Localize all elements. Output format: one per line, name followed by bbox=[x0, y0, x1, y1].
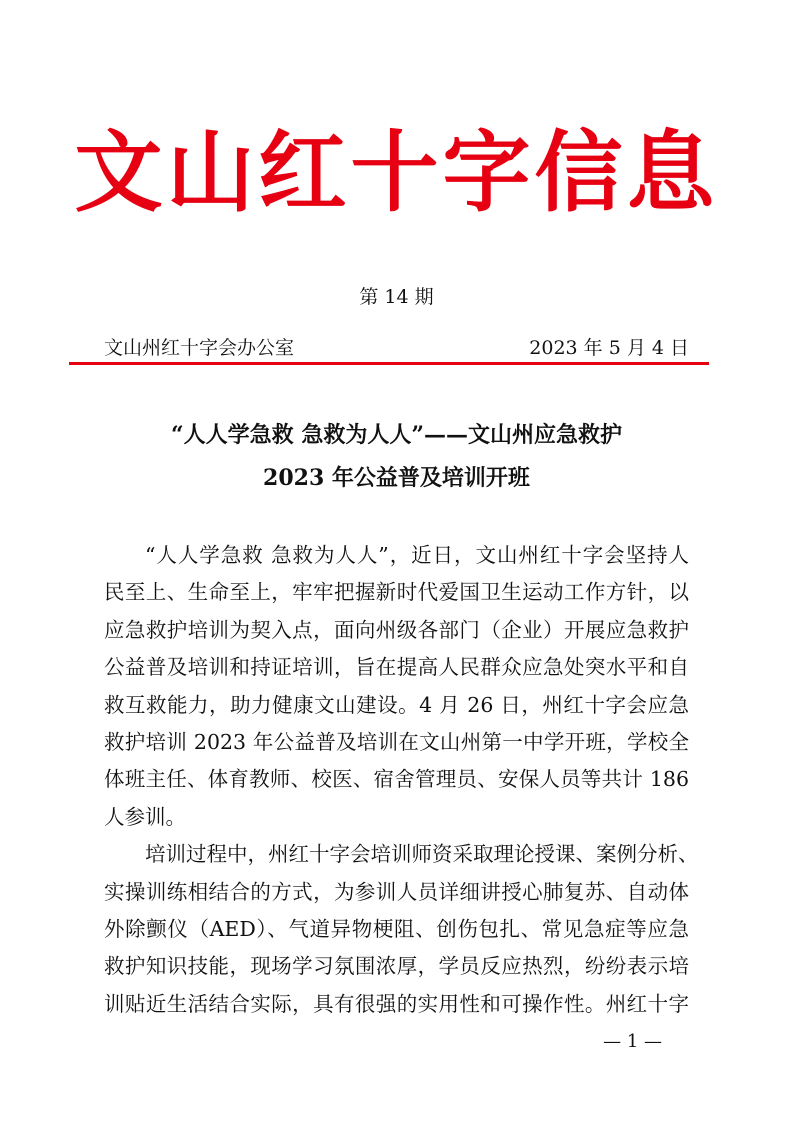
page-number bbox=[0, 1030, 780, 1054]
issue-date: 2023 年 5 月 4 日 bbox=[529, 337, 689, 359]
article-title-line-1: “人人学急救 急救为人人”——文山州应急救护 bbox=[171, 422, 622, 448]
body-line: 训贴近生活结合实际，具有很强的实用性和可操作性。州红十字 bbox=[104, 991, 689, 1016]
article-body bbox=[104, 537, 699, 1023]
body-line: 救护培训 2023 年公益普及培训在文山州第一中学开班，学校全 bbox=[104, 729, 689, 754]
body-line: 应急救护培训为契入点，面向州级各部门（企业）开展应急救护 bbox=[104, 617, 689, 642]
body-line: “人人学急救 急救为人人”，近日，文山州红十字会坚持人 bbox=[145, 543, 689, 567]
body-line: 公益普及培训和持证培训，旨在提高人民群众应急处突水平和自 bbox=[104, 655, 689, 680]
header-meta-row bbox=[104, 335, 689, 361]
page-number-text: — 1 — bbox=[603, 1031, 662, 1052]
body-line: 培训过程中，州红十字会培训师资采取理论授课、案例分析、 bbox=[145, 842, 699, 867]
body-line: 实操训练相结合的方式，为参训人员详细讲授心肺复苏、自动体 bbox=[104, 879, 689, 904]
masthead-title: 文山红十字信息 bbox=[74, 120, 719, 224]
red-divider-line bbox=[69, 362, 709, 365]
body-line: 民至上、生命至上，牢牢把握新时代爱国卫生运动工作方针，以 bbox=[104, 580, 689, 605]
issuing-office: 文山州红十字会办公室 bbox=[104, 337, 295, 359]
body-line: 救护知识技能，现场学习氛围浓厚，学员反应热烈，纷纷表示培 bbox=[104, 954, 689, 979]
issue-number: 第 14 期 bbox=[359, 286, 434, 308]
body-line: 人参训。 bbox=[104, 804, 186, 829]
body-line: 救互救能力，助力健康文山建设。4 月 26 日，州红十字会应急 bbox=[104, 692, 689, 717]
body-line: 体班主任、体育教师、校医、宿舍管理员、安保人员等共计 186 bbox=[104, 767, 689, 792]
body-line: 外除颤仪（AED）、气道异物梗阻、创伤包扎、常见急症等应急 bbox=[104, 916, 689, 941]
article-title-line-2: 2023 年公益普及培训开班 bbox=[263, 465, 530, 491]
